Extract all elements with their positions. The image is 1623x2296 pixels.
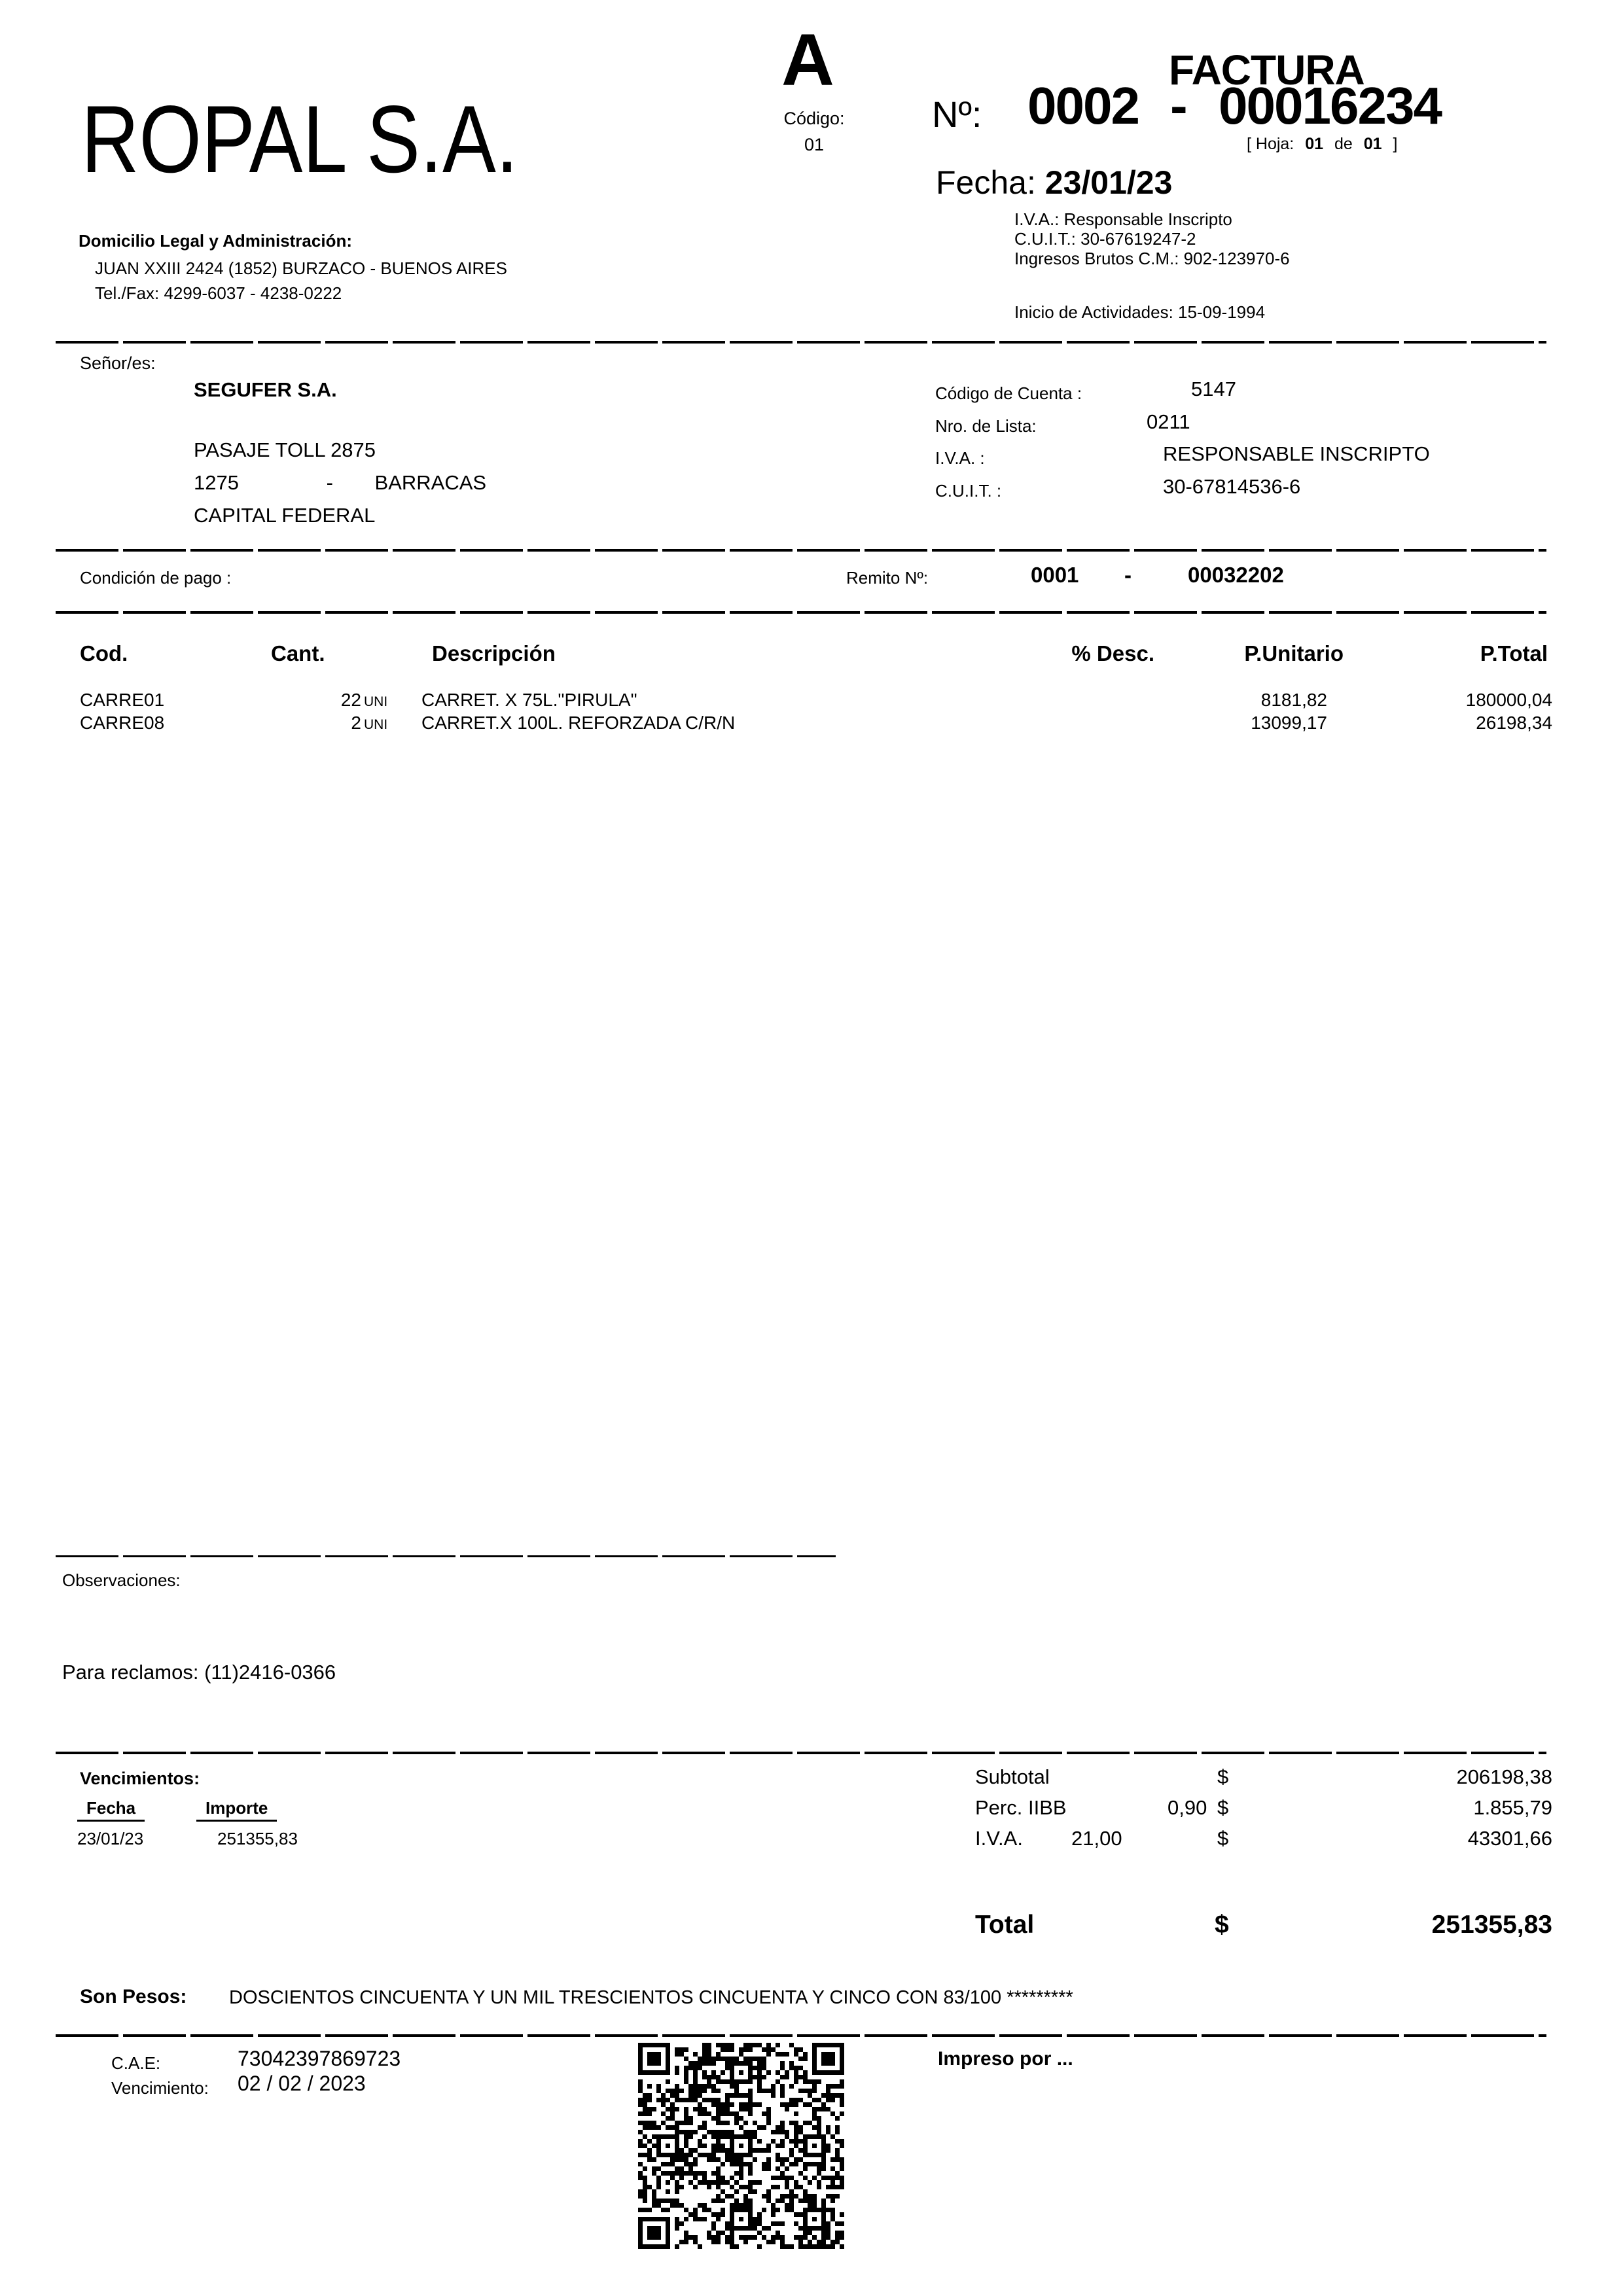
perc-iibb-rate: 0,90 — [1168, 1796, 1207, 1819]
subtotal-currency: $ — [1217, 1765, 1229, 1788]
subtotal-value: 206198,38 — [1456, 1765, 1552, 1788]
company-address: JUAN XXIII 2424 (1852) BURZACO - BUENOS AIRES — [95, 258, 507, 278]
separator-line-top — [56, 341, 1546, 344]
hoja-num: 01 — [1305, 135, 1324, 153]
cae-vencimiento-label: Vencimiento: — [111, 2078, 209, 2098]
fecha-line — [936, 164, 1172, 202]
company-inicio-actividades: Inicio de Actividades: 15-09-1994 — [1014, 302, 1266, 322]
perc-iibb-label: Perc. IIBB — [975, 1796, 1067, 1819]
customer-zip: 1275 — [194, 471, 239, 494]
item-qty: 2 — [351, 713, 361, 733]
hoja-de: de — [1334, 135, 1353, 153]
fecha-label: Fecha: — [936, 164, 1036, 201]
customer-cuit-label: C.U.I.T. : — [935, 481, 1002, 501]
item-description: CARRET.X 100L. REFORZADA C/R/N — [421, 713, 736, 733]
separator-line-bottom — [56, 2034, 1546, 2037]
customer-address: PASAJE TOLL 2875 — [194, 438, 376, 461]
invoice-number-label: Nº: — [932, 94, 982, 135]
son-pesos-label: Son Pesos: — [80, 1986, 187, 2007]
qr-code-icon — [638, 2043, 844, 2249]
col-header-descripcion: Descripción — [432, 641, 556, 665]
hoja-prefix: [ Hoja: — [1247, 135, 1294, 153]
cae-value: 73042397869723 — [238, 2047, 401, 2070]
fecha-value: 23/01/23 — [1044, 164, 1173, 201]
invoice-doc-type: FACTURA — [1169, 46, 1364, 94]
venc-importe-value: 251355,83 — [217, 1829, 298, 1848]
remito-number: 00032202 — [1188, 563, 1284, 587]
invoice-codigo-value: 01 — [804, 135, 825, 154]
item-total: 26198,34 — [1476, 713, 1552, 733]
customer-name: SEGUFER S.A. — [194, 378, 337, 401]
separator-line-totals — [56, 1752, 1546, 1754]
cae-label: C.A.E: — [111, 2053, 161, 2073]
venc-importe-header: Importe — [196, 1798, 277, 1822]
iva-currency: $ — [1217, 1827, 1229, 1850]
total-value: 251355,83 — [1431, 1911, 1552, 1939]
subtotal-label: Subtotal — [975, 1765, 1050, 1788]
perc-iibb-currency: $ — [1217, 1796, 1229, 1819]
remito-pos: 0001 — [1031, 563, 1079, 587]
item-code: CARRE01 — [80, 690, 165, 710]
senores-label: Señor/es: — [80, 353, 156, 373]
iva-rate: 21,00 — [1071, 1827, 1122, 1850]
hoja-total: 01 — [1363, 135, 1382, 153]
impreso-por-text: Impreso por ... — [938, 2048, 1073, 2070]
cuenta-value: 5147 — [1191, 378, 1236, 400]
hoja-line — [1247, 135, 1397, 154]
observaciones-label: Observaciones: — [62, 1570, 181, 1590]
lista-label: Nro. de Lista: — [935, 416, 1037, 436]
company-address-label: Domicilio Legal y Administración: — [79, 231, 352, 251]
col-header-ptotal: P.Total — [1480, 641, 1548, 665]
company-cuit: C.U.I.T.: 30-67619247-2 — [1014, 229, 1196, 249]
invoice-pos: 0002 — [1027, 77, 1139, 135]
separator-line-payment-top — [56, 549, 1546, 552]
company-iva-status: I.V.A.: Responsable Inscripto — [1014, 209, 1232, 229]
customer-province: CAPITAL FEDERAL — [194, 504, 376, 527]
venc-fecha-header: Fecha — [77, 1798, 145, 1822]
customer-zip-city — [194, 471, 486, 495]
item-qty: 22 — [340, 690, 361, 710]
item-code: CARRE08 — [80, 713, 165, 733]
customer-city: BARRACAS — [374, 471, 487, 494]
observaciones-line — [56, 1555, 836, 1557]
invoice-letter: A — [781, 19, 834, 101]
item-unit: UNI — [364, 717, 388, 732]
condicion-pago-label: Condición de pago : — [80, 568, 232, 588]
company-iibb: Ingresos Brutos C.M.: 902-123970-6 — [1014, 249, 1290, 268]
item-unit-price: 8181,82 — [1260, 690, 1327, 710]
customer-zip-dash: - — [326, 471, 333, 494]
invoice-codigo-label: Código: — [783, 109, 845, 128]
invoice-number: 00016234 — [1219, 77, 1441, 135]
hoja-suffix: ] — [1393, 135, 1398, 153]
cae-vencimiento-value: 02 / 02 / 2023 — [238, 2072, 366, 2095]
separator-line-table-top — [56, 611, 1546, 614]
total-label: Total — [975, 1911, 1035, 1939]
venc-fecha-value: 23/01/23 — [77, 1829, 144, 1848]
customer-iva-value: RESPONSABLE INSCRIPTO — [1163, 442, 1430, 465]
invoice-number-dash: - — [1170, 77, 1186, 135]
col-header-desc-pct: % Desc. — [1071, 641, 1154, 665]
col-header-cod: Cod. — [80, 641, 128, 665]
vencimientos-label: Vencimientos: — [80, 1769, 200, 1788]
item-description: CARRET. X 75L."PIRULA" — [421, 690, 637, 710]
iva-value: 43301,66 — [1467, 1827, 1552, 1850]
company-name: ROPAL S.A. — [81, 86, 518, 192]
lista-value: 0211 — [1147, 410, 1190, 433]
item-total: 180000,04 — [1465, 690, 1552, 710]
total-currency: $ — [1215, 1911, 1229, 1939]
son-pesos-text: DOSCIENTOS CINCUENTA Y UN MIL TRESCIENTOS CINCUENTA Y CINCO CON 83/100 ********* — [229, 1987, 1073, 2008]
remito-dash: - — [1124, 563, 1132, 587]
perc-iibb-value: 1.855,79 — [1473, 1796, 1552, 1819]
item-unit-price: 13099,17 — [1251, 713, 1327, 733]
reclamos-text: Para reclamos: (11)2416-0366 — [62, 1661, 336, 1684]
cuenta-label: Código de Cuenta : — [935, 383, 1082, 403]
remito-label: Remito Nº: — [846, 568, 929, 588]
col-header-cant: Cant. — [271, 641, 325, 665]
item-unit: UNI — [364, 694, 388, 709]
col-header-punitario: P.Unitario — [1244, 641, 1344, 665]
iva-total-label: I.V.A. — [975, 1827, 1023, 1850]
customer-iva-label: I.V.A. : — [935, 448, 985, 468]
company-phone: Tel./Fax: 4299-6037 - 4238-0222 — [95, 283, 342, 303]
customer-cuit-value: 30-67814536-6 — [1163, 475, 1301, 498]
